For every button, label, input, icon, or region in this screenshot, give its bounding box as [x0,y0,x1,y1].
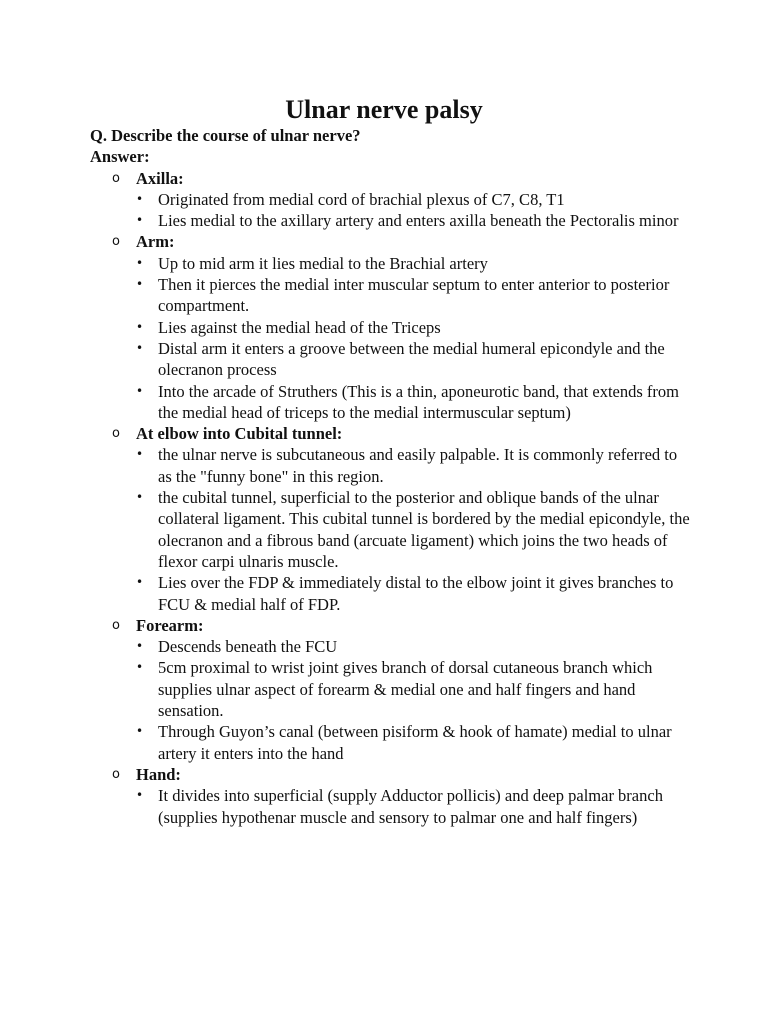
bullet-list [136,444,690,614]
section-heading: Axilla: [136,168,184,188]
list-item [136,189,690,210]
list-item-text: Through Guyon’s canal (between pisiform & hook of hamate) medial to ulnar artery it enters into the hand [158,722,672,763]
list-item [136,274,690,317]
section-heading: Hand: [136,764,181,784]
bullet-dot-icon: • [136,575,144,590]
list-item-text: It divides into superficial (supply Adductor pollicis) and deep palmar branch (supplies hypothenar muscle and sensory to palmar one and half fingers) [158,786,663,827]
list-item-text: Distal arm it enters a groove between the medial humeral epicondyle and the olecranon process [158,338,665,380]
hollow-circle-bullet-icon: o [112,234,120,250]
bullet-dot-icon: • [136,724,144,739]
section-heading: Forearm: [136,615,204,635]
list-item-text: the cubital tunnel, superficial to the posterior and oblique bands of the ulnar collateral ligament. This cubital tunnel is bordered by the medial epicondyle, the olecranon and a fibrous band (arcuate ligament) which joins the two heads of flexor carpi ulnaris muscle. [158,488,690,571]
bullet-list [136,189,690,232]
section-hand [90,764,690,828]
bullet-list [136,785,690,828]
list-item [136,338,690,381]
list-item [136,636,690,657]
section-axilla [90,168,690,232]
bullet-dot-icon: • [136,788,144,803]
section-elbow-cubital-tunnel [90,423,690,615]
list-item-text: 5cm proximal to wrist joint gives branch of dorsal cutaneous branch which supplies ulnar aspect of forearm & medial one and half fingers and hand sensation. [158,658,653,721]
list-item-text: the ulnar nerve is subcutaneous and easily palpable. It is commonly referred to as the "funny bone" in this region. [158,445,678,486]
bullet-dot-icon: • [136,639,144,654]
bullet-dot-icon: • [136,340,144,355]
list-item-text: Lies over the FDP & immediately distal to the elbow joint it gives branches to FCU & medial half of FDP. [158,573,674,614]
section-list [90,168,690,828]
list-item [136,657,690,721]
bullet-list [136,636,690,764]
list-item [136,785,690,828]
bullet-dot-icon: • [136,319,144,334]
list-item-text: Into the arcade of Struthers (This is a thin, aponeurotic band, that extends from the medial head of triceps to the medial intermuscular septum) [158,381,679,422]
bullet-dot-icon: • [136,383,144,398]
section-heading: At elbow into Cubital tunnel: [136,424,343,444]
hollow-circle-bullet-icon: o [112,170,120,186]
list-item [136,572,690,615]
bullet-list [136,253,690,423]
list-item-text: Then it pierces the medial inter muscular septum to enter anterior to posterior compartment. [158,275,670,316]
list-item [136,721,690,764]
bullet-dot-icon: • [136,255,144,270]
bullet-dot-icon: • [136,490,144,505]
bullet-dot-icon: • [136,213,144,228]
hollow-circle-bullet-icon: o [112,617,120,633]
page-title: Ulnar nerve palsy [285,95,483,124]
question-text: Q. Describe the course of ulnar nerve? [90,126,361,145]
bullet-dot-icon: • [136,660,144,675]
list-item [136,487,690,572]
list-item-text: Up to mid arm it lies medial to the Brachial artery [158,253,488,273]
document-body [90,125,690,828]
section-forearm [90,615,690,764]
bullet-dot-icon: • [136,277,144,292]
section-heading: Arm: [136,232,175,252]
list-item-text: Lies medial to the axillary artery and enters axilla beneath the Pectoralis minor [158,211,679,231]
hollow-circle-bullet-icon: o [112,766,120,782]
list-item [136,381,690,424]
section-arm [90,231,690,423]
hollow-circle-bullet-icon: o [112,426,120,442]
list-item-text: Originated from medial cord of brachial plexus of C7, C8, T1 [158,189,565,209]
list-item [136,210,690,231]
list-item [136,444,690,487]
bullet-dot-icon: • [136,191,144,206]
answer-label: Answer: [90,147,150,167]
bullet-dot-icon: • [136,447,144,462]
list-item-text: Descends beneath the FCU [158,637,338,657]
list-item [136,317,690,338]
list-item [136,253,690,274]
list-item-text: Lies against the medial head of the Triceps [158,317,441,337]
